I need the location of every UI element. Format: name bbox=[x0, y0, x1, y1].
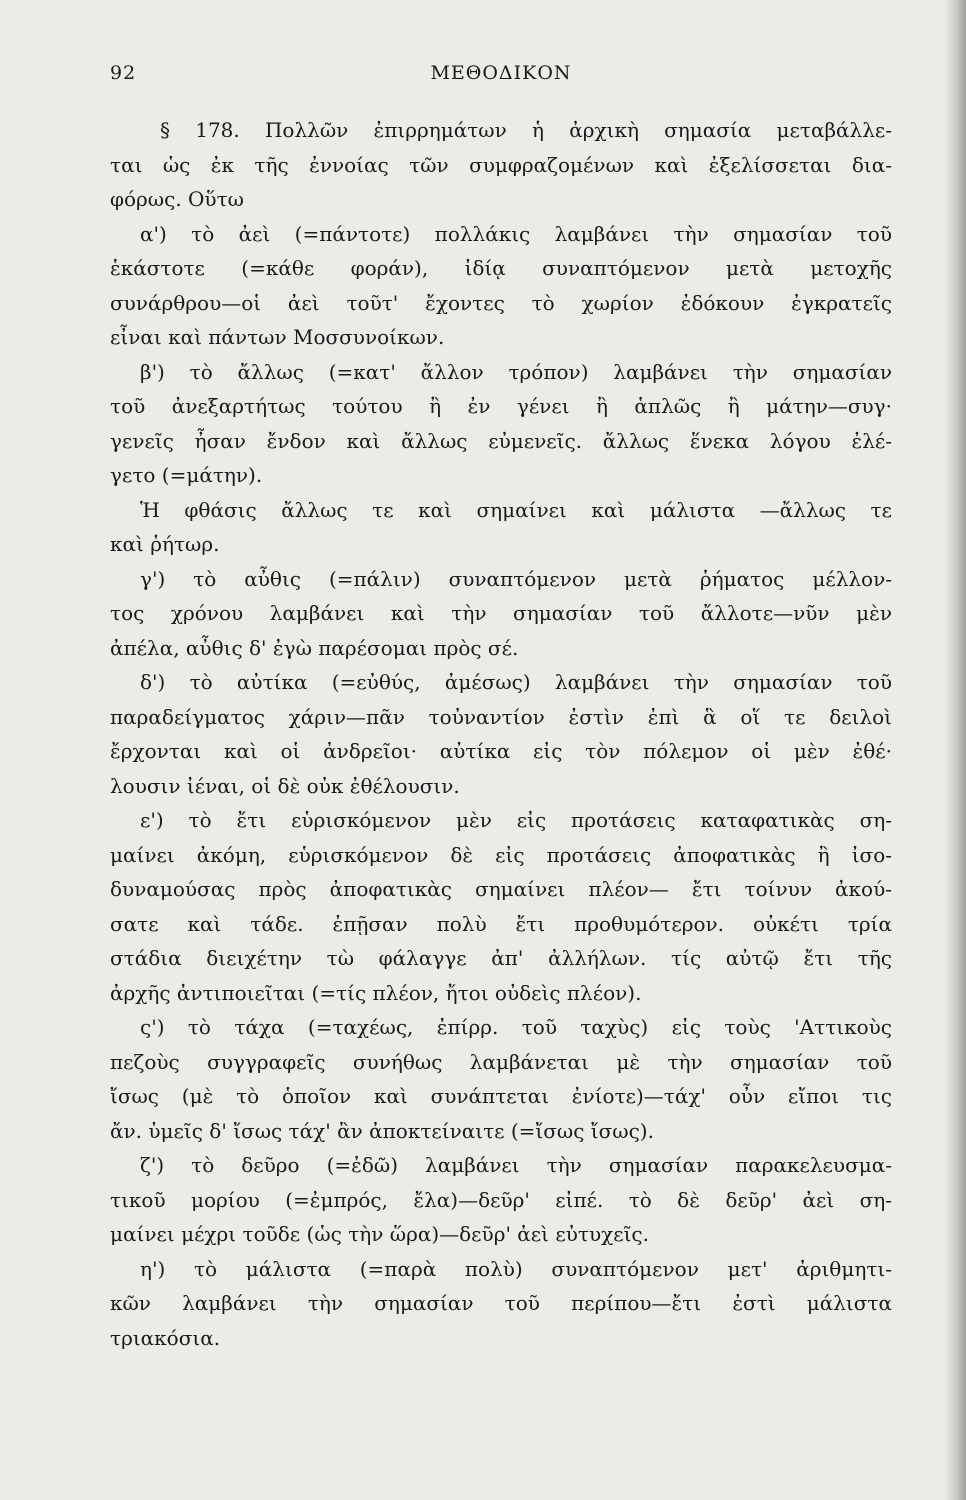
text-line: η') τὸ μάλιστα (=παρὰ πολὺ) συναπτόμενον μετ' ἀριθμητι- bbox=[140, 1256, 892, 1281]
running-title: ΜΕΘΟΔΙΚΟΝ bbox=[430, 62, 572, 84]
text-line: ἑκάστοτε (=κάθε φοράν), ἰδίᾳ συναπτόμενον μετὰ μετοχῆς bbox=[110, 256, 892, 280]
text-line: δ') τὸ αὐτίκα (=εὐθύς, ἀμέσως) λαμβάνει τὴν σημασίαν τοῦ bbox=[140, 670, 892, 694]
text-line: τικοῦ μορίου (=ἐμπρός, ἔλα)—δεῦρ' εἰπέ. τὸ δὲ δεῦρ' ἀεὶ ση- bbox=[110, 1187, 892, 1212]
text-line: καὶ ῥήτωρ. bbox=[110, 532, 220, 556]
text-line: ἴσως (μὲ τὸ ὁποῖον καὶ συνάπτεται ἐνίοτε)—τάχ' οὖν εἴποι τις bbox=[110, 1084, 892, 1108]
text-line: μαίνει ἀκόμη, εὑρισκόμενον δὲ εἰς προτάσεις ἀποφατικὰς ἢ ἰσο- bbox=[110, 842, 892, 867]
text-line: β') τὸ ἄλλως (=κατ' ἄλλον τρόπον) λαμβάνει τὴν σημασίαν bbox=[140, 359, 892, 384]
text-line: ς') τὸ τάχα (=ταχέως, ἐπίρρ. τοῦ ταχὺς) εἰς τοὺς 'Αττικοὺς bbox=[140, 1015, 892, 1039]
text-line: μαίνει μέχρι τοῦδε (ὡς τὴν ὥρα)—δεῦρ' ἀεὶ εὐτυχεῖς. bbox=[110, 1222, 649, 1246]
text-line: τοῦ ἀνεξαρτήτως τούτου ἢ ἐν γένει ἢ ἁπλῶς ἢ μάτην—συγ· bbox=[110, 394, 892, 418]
text-line: πεζοὺς συγγραφεῖς συνήθως λαμβάνεται μὲ τὴν σημασίαν τοῦ bbox=[110, 1049, 892, 1074]
page-number: 92 bbox=[110, 62, 137, 84]
text-line: γ') τὸ αὖθις (=πάλιν) συναπτόμενον μετὰ ῥήματος μέλλον- bbox=[140, 566, 892, 591]
text-line: α') τὸ ἀεὶ (=πάντοτε) πολλάκις λαμβάνει τὴν σημασίαν τοῦ bbox=[140, 221, 892, 246]
text-line: λουσιν ἰέναι, οἱ δὲ οὐκ ἐθέλουσιν. bbox=[110, 773, 460, 798]
text-line: κῶν λαμβάνει τὴν σημασίαν τοῦ περίπου—ἔτι ἐστὶ μάλιστα bbox=[110, 1291, 892, 1315]
text-line: ζ') τὸ δεῦρο (=ἐδῶ) λαμβάνει τὴν σημασίαν παρακελευσμα- bbox=[140, 1153, 892, 1177]
text-line: Ἡ φθάσις ἄλλως τε καὶ σημαίνει καὶ μάλιστα —ἄλλως τε bbox=[140, 497, 892, 522]
page-edge-shadow bbox=[944, 0, 966, 1500]
text-line: ε') τὸ ἔτι εὑρισκόμενον μὲν εἰς προτάσεις καταφατικὰς ση- bbox=[140, 808, 892, 832]
text-line: ἄν. ὑμεῖς δ' ἴσως τάχ' ἂν ἀποκτείναιτε (=ἴσως ἴσως). bbox=[110, 1118, 654, 1143]
text-line: ἀπέλα, αὖθις δ' ἐγὼ παρέσομαι πρὸς σέ. bbox=[110, 635, 519, 660]
text-line: ἔρχονται καὶ οἱ ἀνδρεῖοι· αὐτίκα εἰς τὸν πόλεμον οἱ μὲν ἐθέ· bbox=[110, 739, 892, 763]
text-line: γενεῖς ἦσαν ἔνδον καὶ ἄλλως εὐμενεῖς. ἄλλως ἕνεκα λόγου ἐλέ- bbox=[110, 428, 892, 453]
text-line: ἀρχῆς ἀντιποιεῖται (=τίς πλέον, ἤτοι οὐδεὶς πλέον). bbox=[110, 980, 642, 1005]
text-line: παραδείγματος χάριν—πᾶν τοὐναντίον ἐστὶν ἐπὶ ἃ οἵ τε δειλοὶ bbox=[110, 704, 892, 729]
text-line: τος χρόνου λαμβάνει καὶ τὴν σημασίαν τοῦ ἄλλοτε—νῦν μὲν bbox=[110, 601, 892, 625]
text-line: σατε καὶ τάδε. ἐπῇσαν πολὺ ἔτι προθυμότερον. οὐκέτι τρία bbox=[110, 911, 892, 936]
body-text bbox=[110, 113, 892, 1355]
text-line: εἶναι καὶ πάντων Μοσσυνοίκων. bbox=[110, 325, 445, 349]
text-line: τριακόσια. bbox=[110, 1325, 221, 1350]
text-line: συνάρθρου—οἱ ἀεὶ τοῦτ' ἔχοντες τὸ χωρίον ἐδόκουν ἐγκρατεῖς bbox=[110, 290, 892, 315]
text-line: στάδια διειχέτην τὼ φάλαγγε ἀπ' ἀλλήλων. τίς αὐτῷ ἔτι τῆς bbox=[110, 946, 892, 970]
text-line: ται ὡς ἐκ τῆς ἐννοίας τῶν συμφραζομένων καὶ ἐξελίσσεται δια- bbox=[110, 152, 892, 177]
page-header bbox=[110, 62, 892, 92]
text-line: φόρως. Οὕτω bbox=[110, 187, 244, 211]
text-line: γετο (=μάτην). bbox=[110, 463, 263, 487]
text-line: § 178. Πολλῶν ἐπιρρημάτων ἡ ἀρχικὴ σημασία μεταβάλλε- bbox=[160, 118, 892, 142]
text-line: δυναμούσας πρὸς ἀποφατικὰς σημαίνει πλέον— ἔτι τοίνυν ἀκού- bbox=[110, 877, 892, 901]
